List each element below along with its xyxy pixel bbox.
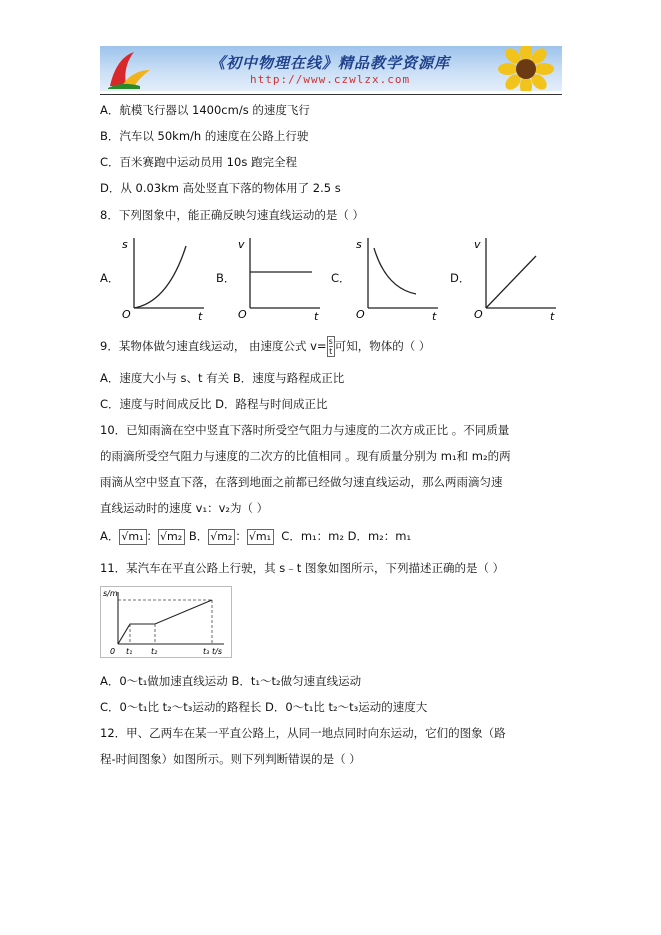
q8-graph-b-x-label: t — [314, 310, 319, 322]
q11-options-ab: A．0～t₁做加速直线运动 B．t₁～t₂做匀速直线运动 — [100, 674, 362, 688]
fraction-numerator: s — [328, 337, 333, 346]
q10-line-3: 雨滴从空中竖直下落，在落到地面之前都已经做匀速直线运动，那么两雨滴匀速 — [100, 475, 503, 489]
q11-options-cd: C．0～t₁比 t₂～t₃运动的路程长 D．0～t₁比 t₂～t₃运动的速度大 — [100, 700, 428, 714]
q11-y-label: s/m — [103, 589, 118, 598]
banner-title: 《初中物理在线》精品教学资源库 — [210, 54, 451, 72]
q8-graph-b — [232, 232, 324, 322]
velocity-fraction — [327, 336, 335, 357]
banner-url: http://www.czwlzx.com — [250, 73, 411, 86]
q10-options — [100, 528, 411, 545]
sqrt-m2-b: √m₂ — [208, 529, 235, 545]
q10-option-a-label: A． — [100, 529, 120, 543]
q9-stem-before: 9．某物体做匀速直线运动， 由速度公式 v= — [100, 339, 327, 353]
sqrt-m1-b: √m₁ — [247, 529, 274, 545]
q10-line-4: 直线运动时的速度 v₁：v₂为（ ） — [100, 501, 269, 515]
q9-stem-after: 可知，物体的（ ） — [334, 339, 431, 353]
q8-graph-b-origin: O — [238, 308, 247, 321]
fraction-denominator: t — [329, 347, 333, 356]
q7-option-a: A．航模飞行器以 1400cm/s 的速度飞行 — [100, 103, 310, 117]
q11-tick-t2: t₂ — [151, 647, 158, 656]
q11-tick-t3: t₃ — [203, 647, 210, 656]
q10-line-2: 的雨滴所受空气阻力与速度的二次方的比值相同 。现有质量分别为 m₁和 m₂的两 — [100, 449, 511, 463]
sqrt-m2-a: √m₂ — [158, 529, 185, 545]
q8-graph-b-y-label: v — [238, 238, 245, 251]
q7-option-b: B．汽车以 50km/h 的速度在公路上行驶 — [100, 129, 309, 143]
q8-graph-a-y-label: s — [122, 238, 128, 251]
q8-graph-c-origin: O — [356, 308, 365, 321]
q9-options-cd: C．速度与时间成反比 D．路程与时间成正比 — [100, 397, 328, 411]
q8-stem: 8．下列图象中，能正确反映匀速直线运动的是（ ） — [100, 208, 364, 222]
q11-tick-t1: t₁ — [126, 647, 133, 656]
q10-options-cd: C．m₁：m₂ D．m₂：m₁ — [281, 529, 412, 543]
q9-stem — [100, 336, 430, 357]
q12-line-1: 12．甲、乙两车在某一平直公路上，从同一地点同时向东运动，它们的图象（路 — [100, 726, 506, 740]
q11-stem: 11．某汽车在平直公路上行驶，其 s﹣t 图象如图所示，下列描述正确的是（ ） — [100, 561, 505, 575]
q7-option-d: D．从 0.03km 高处竖直下落的物体用了 2.5 s — [100, 181, 341, 195]
q10-line-1: 10．已知雨滴在空中竖直下落时所受空气阻力与速度的二次方成正比 。不同质量 — [100, 423, 510, 437]
q12-line-2: 程-时间图象）如图所示。则下列判断错误的是（ ） — [100, 752, 361, 766]
q8-graph-c — [350, 232, 442, 322]
q7-option-c: C．百米赛跑中运动员用 10s 跑完全程 — [100, 155, 297, 169]
q11-x-label: t/s — [212, 647, 222, 656]
header-banner — [100, 46, 562, 91]
q8-graph-d-x-label: t — [550, 310, 555, 322]
q8-graph-c-x-label: t — [432, 310, 437, 322]
ratio-colon: ： — [235, 529, 247, 543]
q8-graph-a — [116, 232, 208, 322]
sqrt-m1-a: √m₁ — [119, 529, 146, 545]
q8-graph-d-y-label: v — [474, 238, 481, 251]
q8-option-c-label: C． — [331, 271, 351, 285]
q8-graph-a-origin: O — [122, 308, 131, 321]
q8-option-b-label: B． — [216, 271, 236, 285]
q8-graph-d — [468, 232, 560, 322]
q8-graph-d-origin: O — [474, 308, 483, 321]
logo-icon — [104, 48, 154, 90]
q8-option-a-label: A． — [100, 271, 120, 285]
q10-option-b-label: B． — [188, 529, 209, 543]
sunflower-icon — [494, 46, 558, 91]
q9-options-ab: A．速度大小与 s、t 有关 B．速度与路程成正比 — [100, 371, 345, 385]
q11-origin: 0 — [110, 647, 116, 656]
q8-graph-a-x-label: t — [198, 310, 203, 322]
q8-option-d-label: D． — [450, 271, 471, 285]
q11-st-graph — [100, 586, 232, 658]
ratio-colon: ： — [146, 529, 159, 543]
header-rule — [100, 94, 562, 95]
q8-graph-c-y-label: s — [356, 238, 362, 251]
